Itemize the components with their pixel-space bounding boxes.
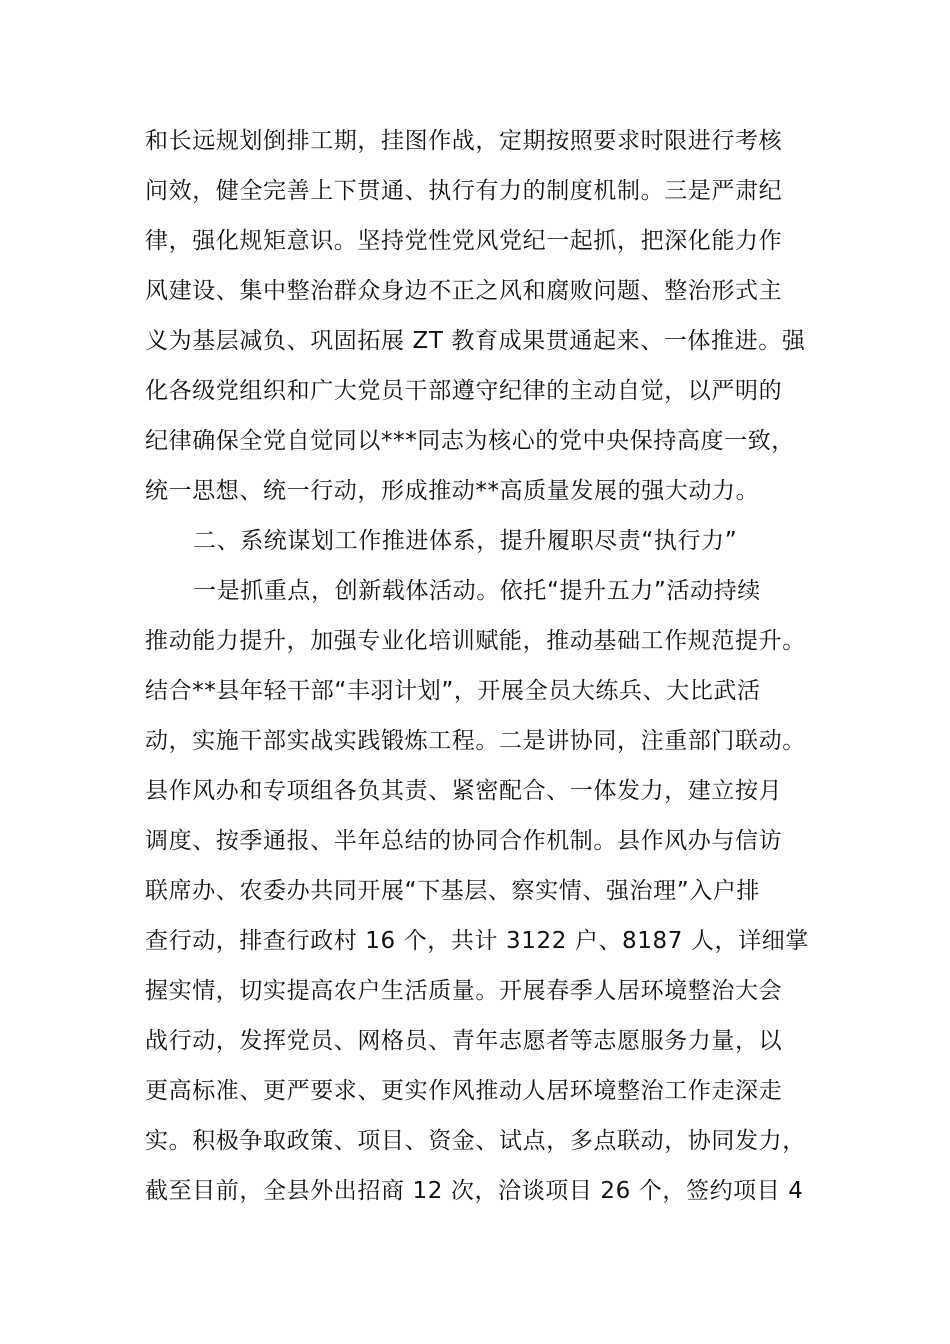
paragraph-line: 和长远规划倒排工期，挂图作战，定期按照要求时限进行考核	[145, 128, 783, 154]
paragraph-line: 问效，健全完善上下贯通、执行有力的制度机制。三是严肃纪	[145, 178, 783, 204]
paragraph-line: 化各级党组织和广大党员干部遵守纪律的主动自觉，以严明的	[145, 378, 783, 404]
paragraph-line: 更高标准、更严要求、更实作风推动人居环境整治工作走深走	[145, 1078, 783, 1104]
paragraph-line: 握实情，切实提高农户生活质量。开展春季人居环境整治大会	[145, 978, 783, 1004]
paragraph-line: 截至目前，全县外出招商 12 次，洽谈项目 26 个，签约项目 4	[145, 1178, 804, 1204]
section-heading: 二、系统谋划工作推进体系，提升履职尽责“执行力”	[193, 528, 738, 554]
paragraph-line: 战行动，发挥党员、网格员、青年志愿者等志愿服务力量，以	[145, 1028, 783, 1054]
paragraph-line: 动，实施干部实战实践锻炼工程。二是讲协同，注重部门联动。	[145, 728, 806, 754]
paragraph-line: 调度、按季通报、半年总结的协同合作机制。县作风办与信访	[145, 828, 783, 854]
paragraph-line: 律，强化规矩意识。坚持党性党风党纪一起抓，把深化能力作	[145, 228, 783, 254]
paragraph-line: 推动能力提升，加强专业化培训赋能，推动基础工作规范提升。	[145, 628, 806, 654]
paragraph-line: 统一思想、统一行动，形成推动**高质量发展的强大动力。	[145, 478, 760, 504]
paragraph-line: 义为基层减负、巩固拓展 ZT 教育成果贯通起来、一体推进。强	[145, 328, 806, 354]
paragraph-line: 实。积极争取政策、项目、资金、试点，多点联动，协同发力，	[145, 1128, 806, 1154]
paragraph-line: 县作风办和专项组各负其责、紧密配合、一体发力，建立按月	[145, 778, 783, 804]
paragraph-line: 风建设、集中整治群众身边不正之风和腐败问题、整治形式主	[145, 278, 783, 304]
paragraph-line: 纪律确保全党自觉同以***同志为核心的党中央保持高度一致，	[145, 428, 795, 454]
paragraph-line: 联席办、农委办共同开展“下基层、察实情、强治理”入户排	[145, 878, 761, 904]
paragraph-line: 一是抓重点，创新载体活动。依托“提升五力”活动持续	[193, 578, 761, 604]
paragraph-line: 结合**县年轻干部“丰羽计划”，开展全员大练兵、大比武活	[145, 678, 761, 704]
paragraph-line: 查行动，排查行政村 16 个，共计 3122 户、8187 人，详细掌	[145, 928, 809, 954]
